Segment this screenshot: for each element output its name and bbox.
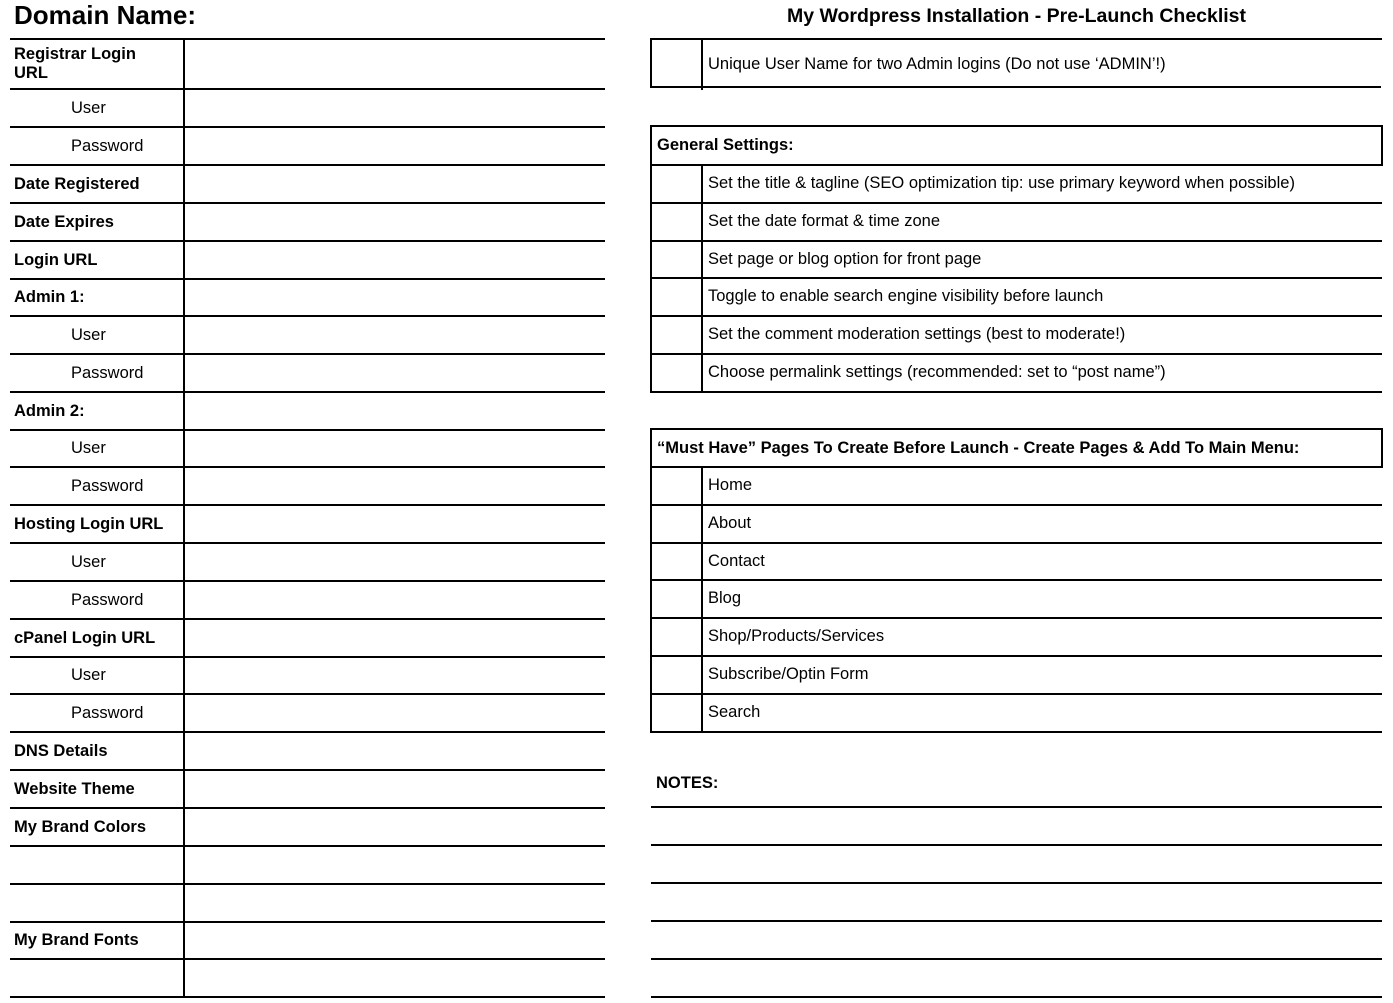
table-rule — [10, 164, 605, 166]
table-rule — [10, 38, 605, 40]
value-field[interactable] — [187, 961, 601, 995]
page-item-checkbox[interactable] — [652, 580, 701, 616]
value-field[interactable] — [187, 810, 601, 844]
list-rule — [650, 391, 1382, 393]
table-rule — [10, 504, 605, 506]
row-label: Password — [71, 477, 144, 495]
table-rule — [10, 466, 605, 468]
row-label: User — [71, 553, 106, 571]
page-item-text: Subscribe/Optin Form — [708, 665, 869, 683]
table-rule — [10, 958, 605, 960]
settings-item-checkbox[interactable] — [652, 241, 701, 277]
notes-heading: NOTES: — [656, 774, 719, 792]
value-field[interactable] — [187, 924, 601, 957]
page-item-text: Shop/Products/Services — [708, 627, 885, 646]
row-label: Password — [71, 364, 144, 382]
notes-line[interactable] — [651, 996, 1382, 998]
list-rule — [650, 542, 1382, 544]
page-item-text: Home — [708, 476, 753, 494]
table-rule — [10, 769, 605, 771]
table-rule — [10, 88, 605, 90]
list-rule — [650, 693, 1382, 695]
settings-item-text: Set the title & tagline (SEO optimization tip: use primary keyword when possible) — [708, 174, 1295, 192]
admin-item-text: Unique User Name for two Admin logins (Do not use ‘ADMIN’!) — [708, 55, 1166, 73]
table-rule — [10, 996, 605, 998]
notes-line[interactable] — [651, 920, 1382, 922]
list-rule — [650, 504, 1382, 506]
settings-item-checkbox[interactable] — [652, 165, 701, 201]
table-rule — [10, 542, 605, 544]
settings-item-text: Set the date format & time zone — [708, 211, 941, 230]
list-rule — [650, 353, 1382, 355]
value-field[interactable] — [187, 205, 601, 239]
table-rule — [10, 883, 605, 885]
value-field[interactable] — [187, 583, 601, 617]
table-rule — [10, 693, 605, 695]
row-label: Website Theme — [14, 780, 135, 798]
notes-line[interactable] — [651, 806, 1382, 808]
settings-item-text: Set the comment moderation settings (best to moderate!) — [708, 325, 1126, 344]
row-label: User — [71, 439, 106, 457]
table-rule — [10, 240, 605, 242]
page-item-checkbox[interactable] — [652, 618, 701, 654]
list-rule — [650, 655, 1382, 657]
page-item-text: About — [708, 513, 752, 532]
general-settings-heading: General Settings: — [657, 136, 794, 154]
row-label: Date Expires — [14, 213, 114, 231]
page-item-checkbox[interactable] — [652, 543, 701, 579]
notes-line[interactable] — [651, 958, 1382, 960]
pages-heading: “Must Have” Pages To Create Before Launch - Create Pages & Add To Main Menu: — [657, 439, 1300, 457]
row-label: My Brand Fonts — [14, 931, 139, 949]
row-label: User — [71, 326, 106, 344]
value-field[interactable] — [187, 621, 601, 655]
value-field[interactable] — [187, 886, 601, 920]
table-rule — [10, 353, 605, 355]
page-title: My Wordpress Installation - Pre-Launch Checklist — [786, 5, 1247, 27]
page-item-text: Blog — [708, 589, 742, 608]
checkbox-divider — [701, 466, 703, 732]
table-rule — [10, 202, 605, 204]
row-label: cPanel Login URL — [14, 629, 156, 647]
table-rule — [10, 580, 605, 582]
page-item-checkbox[interactable] — [652, 656, 701, 692]
settings-item-text: Choose permalink settings (recommended: set to “post name”) — [708, 363, 1166, 381]
value-field[interactable] — [187, 659, 601, 692]
value-field[interactable] — [187, 129, 601, 163]
list-rule — [650, 240, 1382, 242]
settings-item-text: Set page or blog option for front page — [708, 249, 982, 268]
value-field[interactable] — [187, 167, 601, 201]
value-field[interactable] — [187, 318, 601, 352]
value-field[interactable] — [187, 41, 601, 87]
value-field[interactable] — [187, 772, 601, 806]
value-field[interactable] — [187, 281, 601, 314]
table-rule — [10, 278, 605, 280]
notes-line[interactable] — [651, 844, 1382, 846]
table-rule — [10, 656, 605, 658]
row-label: User — [71, 666, 106, 684]
row-label: Admin 2: — [14, 402, 85, 420]
settings-item-checkbox[interactable] — [652, 316, 701, 352]
table-rule — [10, 391, 605, 393]
table-rule — [10, 731, 605, 733]
page-item-checkbox[interactable] — [652, 694, 701, 730]
value-field[interactable] — [187, 356, 601, 390]
settings-item-checkbox[interactable] — [652, 278, 701, 314]
row-label: My Brand Colors — [14, 818, 147, 836]
settings-item-checkbox[interactable] — [652, 354, 701, 390]
row-label: Password — [71, 591, 144, 609]
row-label: DNS Details — [14, 742, 108, 760]
column-divider — [183, 38, 185, 996]
list-rule — [650, 277, 1382, 279]
list-rule — [650, 579, 1382, 581]
value-field[interactable] — [187, 243, 601, 277]
value-field[interactable] — [187, 848, 601, 882]
settings-item-text: Toggle to enable search engine visibility before launch — [708, 287, 1104, 306]
table-rule — [10, 807, 605, 809]
table-rule — [10, 126, 605, 128]
row-label: Registrar Login URL — [14, 45, 136, 82]
value-field[interactable] — [187, 432, 601, 465]
value-field[interactable] — [187, 469, 601, 503]
notes-line[interactable] — [651, 882, 1382, 884]
value-field[interactable] — [187, 394, 601, 428]
table-rule — [10, 921, 605, 923]
value-field[interactable] — [187, 91, 601, 125]
list-rule — [650, 202, 1382, 204]
list-rule — [650, 731, 1382, 733]
value-field[interactable] — [187, 696, 601, 730]
list-rule — [650, 617, 1382, 619]
value-field[interactable] — [187, 734, 601, 768]
row-label: Login URL — [14, 251, 98, 269]
row-label: Hosting Login URL — [14, 515, 164, 533]
page-item-text: Search — [708, 702, 761, 721]
table-rule — [10, 429, 605, 431]
row-label: Password — [71, 137, 144, 155]
value-field[interactable] — [187, 507, 601, 541]
value-field[interactable] — [187, 545, 601, 579]
page-item-text: Contact — [708, 551, 765, 570]
settings-item-checkbox[interactable] — [652, 203, 701, 239]
row-label: Date Registered — [14, 175, 140, 193]
page-item-checkbox[interactable] — [652, 467, 701, 503]
table-rule — [10, 315, 605, 317]
list-rule — [650, 315, 1382, 317]
page-item-checkbox[interactable] — [652, 505, 701, 541]
row-label: User — [71, 99, 106, 117]
row-label: Password — [71, 704, 144, 722]
table-rule — [10, 845, 605, 847]
table-rule — [10, 618, 605, 620]
domain-name-heading: Domain Name: — [14, 0, 197, 30]
row-label: Admin 1: — [14, 288, 85, 306]
admin-checkbox[interactable] — [652, 40, 701, 88]
